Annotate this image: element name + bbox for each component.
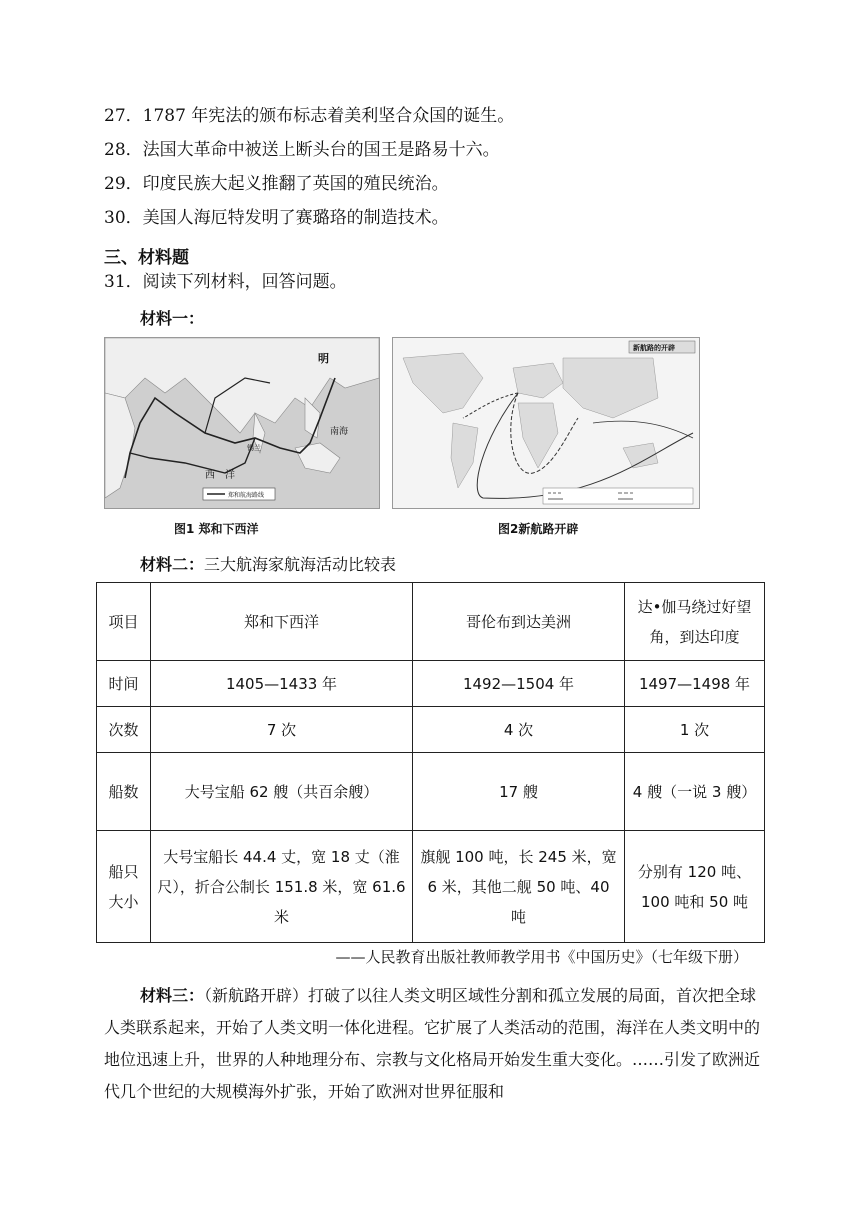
table-header-cell: 达•伽马绕过好望角，到达印度 (625, 583, 765, 661)
table-header-row (97, 583, 765, 661)
table-cell: 1 次 (625, 707, 765, 753)
statement-30: 30．美国人海厄特发明了赛璐珞的制造技术。 (104, 208, 449, 228)
table-row (97, 707, 765, 753)
material2-label (140, 552, 396, 575)
map1-legend-text: 郑和航海路线 (228, 492, 265, 499)
table-header-cell: 郑和下西洋 (151, 583, 413, 661)
table-header-cell: 项目 (97, 583, 151, 661)
zhenghe-map-graphic (105, 338, 379, 508)
table-cell: 1405—1433 年 (151, 661, 413, 707)
table-row (97, 831, 765, 943)
zhenghe-voyage-map (104, 337, 380, 509)
material1-label: 材料一： (140, 309, 205, 328)
table-cell: 大号宝船长 44.4 丈，宽 18 丈（淮尺），折合公制长 151.8 米，宽 61.6 米 (151, 831, 413, 943)
table-header-cell: 哥伦布到达美洲 (413, 583, 625, 661)
material3-label: 材料三： (140, 986, 205, 1005)
material3-paragraph (104, 980, 764, 1108)
table-cell: 17 艘 (413, 753, 625, 831)
statement-28: 28．法国大革命中被送上断头台的国王是路易十六。 (104, 140, 500, 160)
map1-label-xilan: 锡兰 (247, 444, 261, 452)
table-cell: 旗舰 100 吨，长 245 米，宽 6 米，其他二舰 50 吨、40 吨 (413, 831, 625, 943)
map1-label-ming: 明 (318, 352, 329, 365)
table-cell: 大号宝船 62 艘（共百余艘） (151, 753, 413, 831)
table-row (97, 661, 765, 707)
map1-label-xi: 西 (205, 470, 215, 481)
table-cell: 船数 (97, 753, 151, 831)
map1-caption: 图1 郑和下西洋 (174, 522, 259, 536)
statement-29: 29．印度民族大起义推翻了英国的殖民统治。 (104, 174, 449, 194)
table-source: ——人民教育出版社教师教学用书《中国历史》（七年级下册） (335, 948, 748, 966)
map1-label-nanhai: 南海 (330, 427, 349, 437)
table-cell: 4 次 (413, 707, 625, 753)
table-cell: 7 次 (151, 707, 413, 753)
comparison-table (96, 582, 765, 943)
table-cell: 时间 (97, 661, 151, 707)
table-cell: 船只大小 (97, 831, 151, 943)
table-cell: 1492—1504 年 (413, 661, 625, 707)
map2-caption: 图2新航路开辟 (498, 522, 579, 536)
material2-title: 三大航海家航海活动比较表 (204, 555, 397, 574)
map1-label-yang: 洋 (225, 470, 235, 481)
table-cell: 次数 (97, 707, 151, 753)
section-heading: 三、材料题 (104, 248, 189, 268)
table-cell: 分别有 120 吨、100 吨和 50 吨 (625, 831, 765, 943)
new-routes-map-graphic (393, 338, 699, 508)
material1-maps (104, 337, 714, 547)
new-routes-map (392, 337, 700, 509)
statement-27: 27．1787 年宪法的颁布标志着美利坚合众国的诞生。 (104, 106, 515, 126)
table-row (97, 753, 765, 831)
material2-label-text: 材料二： (140, 555, 205, 574)
table-cell: 4 艘（一说 3 艘） (625, 753, 765, 831)
table-cell: 1497—1498 年 (625, 661, 765, 707)
material3-text: （新航路开辟）打破了以往人类文明区域性分割和孤立发展的局面，首次把全球人类联系起来，开始了人类文明一体化进程。它扩展了人类活动的范围，海洋在人类文明中的地位迅速上升，世界的人种地理分布、宗教与文化格局开始发生重大变化。……引发了欧洲近代几个世纪的大规模海外扩张，开始了欧洲对世界征服和 (104, 986, 761, 1101)
map2-title: 新航路的开辟 (633, 343, 675, 352)
question-31: 31．阅读下列材料，回答问题。 (104, 272, 347, 292)
